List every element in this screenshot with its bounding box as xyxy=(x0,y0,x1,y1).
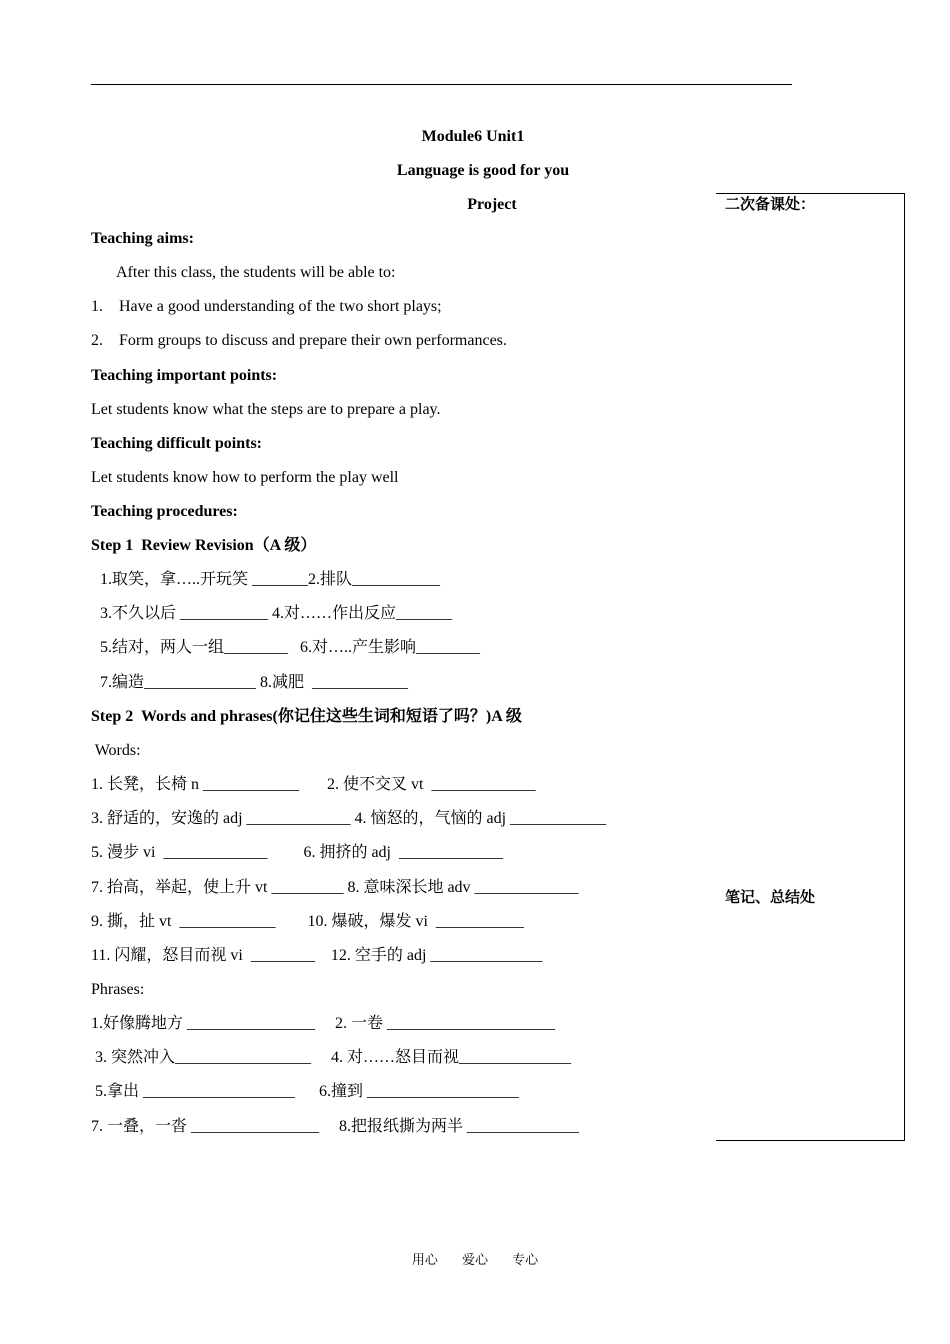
step1-line: 1.取笑，拿…..开玩笑 _______2.排队___________ xyxy=(100,571,441,588)
aims-item: 1. Have a good understanding of the two short plays; xyxy=(91,298,442,315)
difficult-text: Let students know how to perform the play well xyxy=(91,469,399,486)
word-line: 3. 舒适的，安逸的 adj _____________ 4. 恼怒的，气恼的 adj ____________ xyxy=(91,810,607,827)
step1-heading: Step 1 Review Revision（A 级） xyxy=(91,537,317,554)
aims-item: 2. Form groups to discuss and prepare their own performances. xyxy=(91,332,507,349)
difficult-heading: Teaching difficult points: xyxy=(91,435,262,452)
aims-heading: Teaching aims: xyxy=(91,230,194,247)
phrase-line: 1.好像腾地方 ________________ 2. 一卷 _____________________ xyxy=(91,1015,556,1032)
side-mid-label: 笔记、总结处 xyxy=(725,888,816,906)
page-footer: 用心 爱心 专心 xyxy=(411,1253,539,1268)
word-line: 7. 抬高，举起，使上升 vt _________ 8. 意味深长地 adv _____________ xyxy=(91,879,579,896)
step1-line: 3.不久以后 ___________ 4.对……作出反应_______ xyxy=(100,605,453,622)
word-line: 11. 闪耀，怒目而视 vi ________ 12. 空手的 adj ______________ xyxy=(91,947,543,964)
word-line: 5. 漫步 vi _____________ 6. 拥挤的 adj _____________ xyxy=(91,844,503,861)
phrase-line: 7. 一叠，一沓 ________________ 8.把报纸撕为两半 ______________ xyxy=(91,1118,580,1135)
procedures-heading: Teaching procedures: xyxy=(91,503,238,520)
phrase-line: 5.拿出 ___________________ 6.撞到 ___________________ xyxy=(91,1083,520,1100)
phrase-line: 3. 突然冲入_________________ 4. 对……怒目而视______________ xyxy=(91,1049,572,1066)
doc-title: Module6 Unit1 xyxy=(421,128,525,145)
phrases-label: Phrases: xyxy=(91,981,145,998)
word-line: 9. 撕，扯 vt ____________ 10. 爆破，爆发 vi ___________ xyxy=(91,913,524,930)
step1-line: 7.编造______________ 8.减肥 ____________ xyxy=(100,674,409,691)
word-line: 1. 长凳，长椅 n ____________ 2. 使不交叉 vt _____________ xyxy=(91,776,536,793)
step1-line: 5.结对，两人一组________ 6.对…..产生影响________ xyxy=(100,639,481,656)
doc-subtitle: Language is good for you xyxy=(396,162,570,179)
doc-section: Project xyxy=(467,196,517,213)
words-label: Words: xyxy=(91,742,141,759)
important-heading: Teaching important points: xyxy=(91,367,278,384)
important-text: Let students know what the steps are to prepare a play. xyxy=(91,401,441,418)
step2-heading: Step 2 Words and phrases(你记住这些生词和短语了吗？)A 级 xyxy=(91,708,522,725)
side-notes-box xyxy=(716,193,905,1141)
aims-intro: After this class, the students will be able to: xyxy=(116,264,396,281)
side-top-label: 二次备课处： xyxy=(725,195,816,213)
header-rule xyxy=(91,84,792,85)
